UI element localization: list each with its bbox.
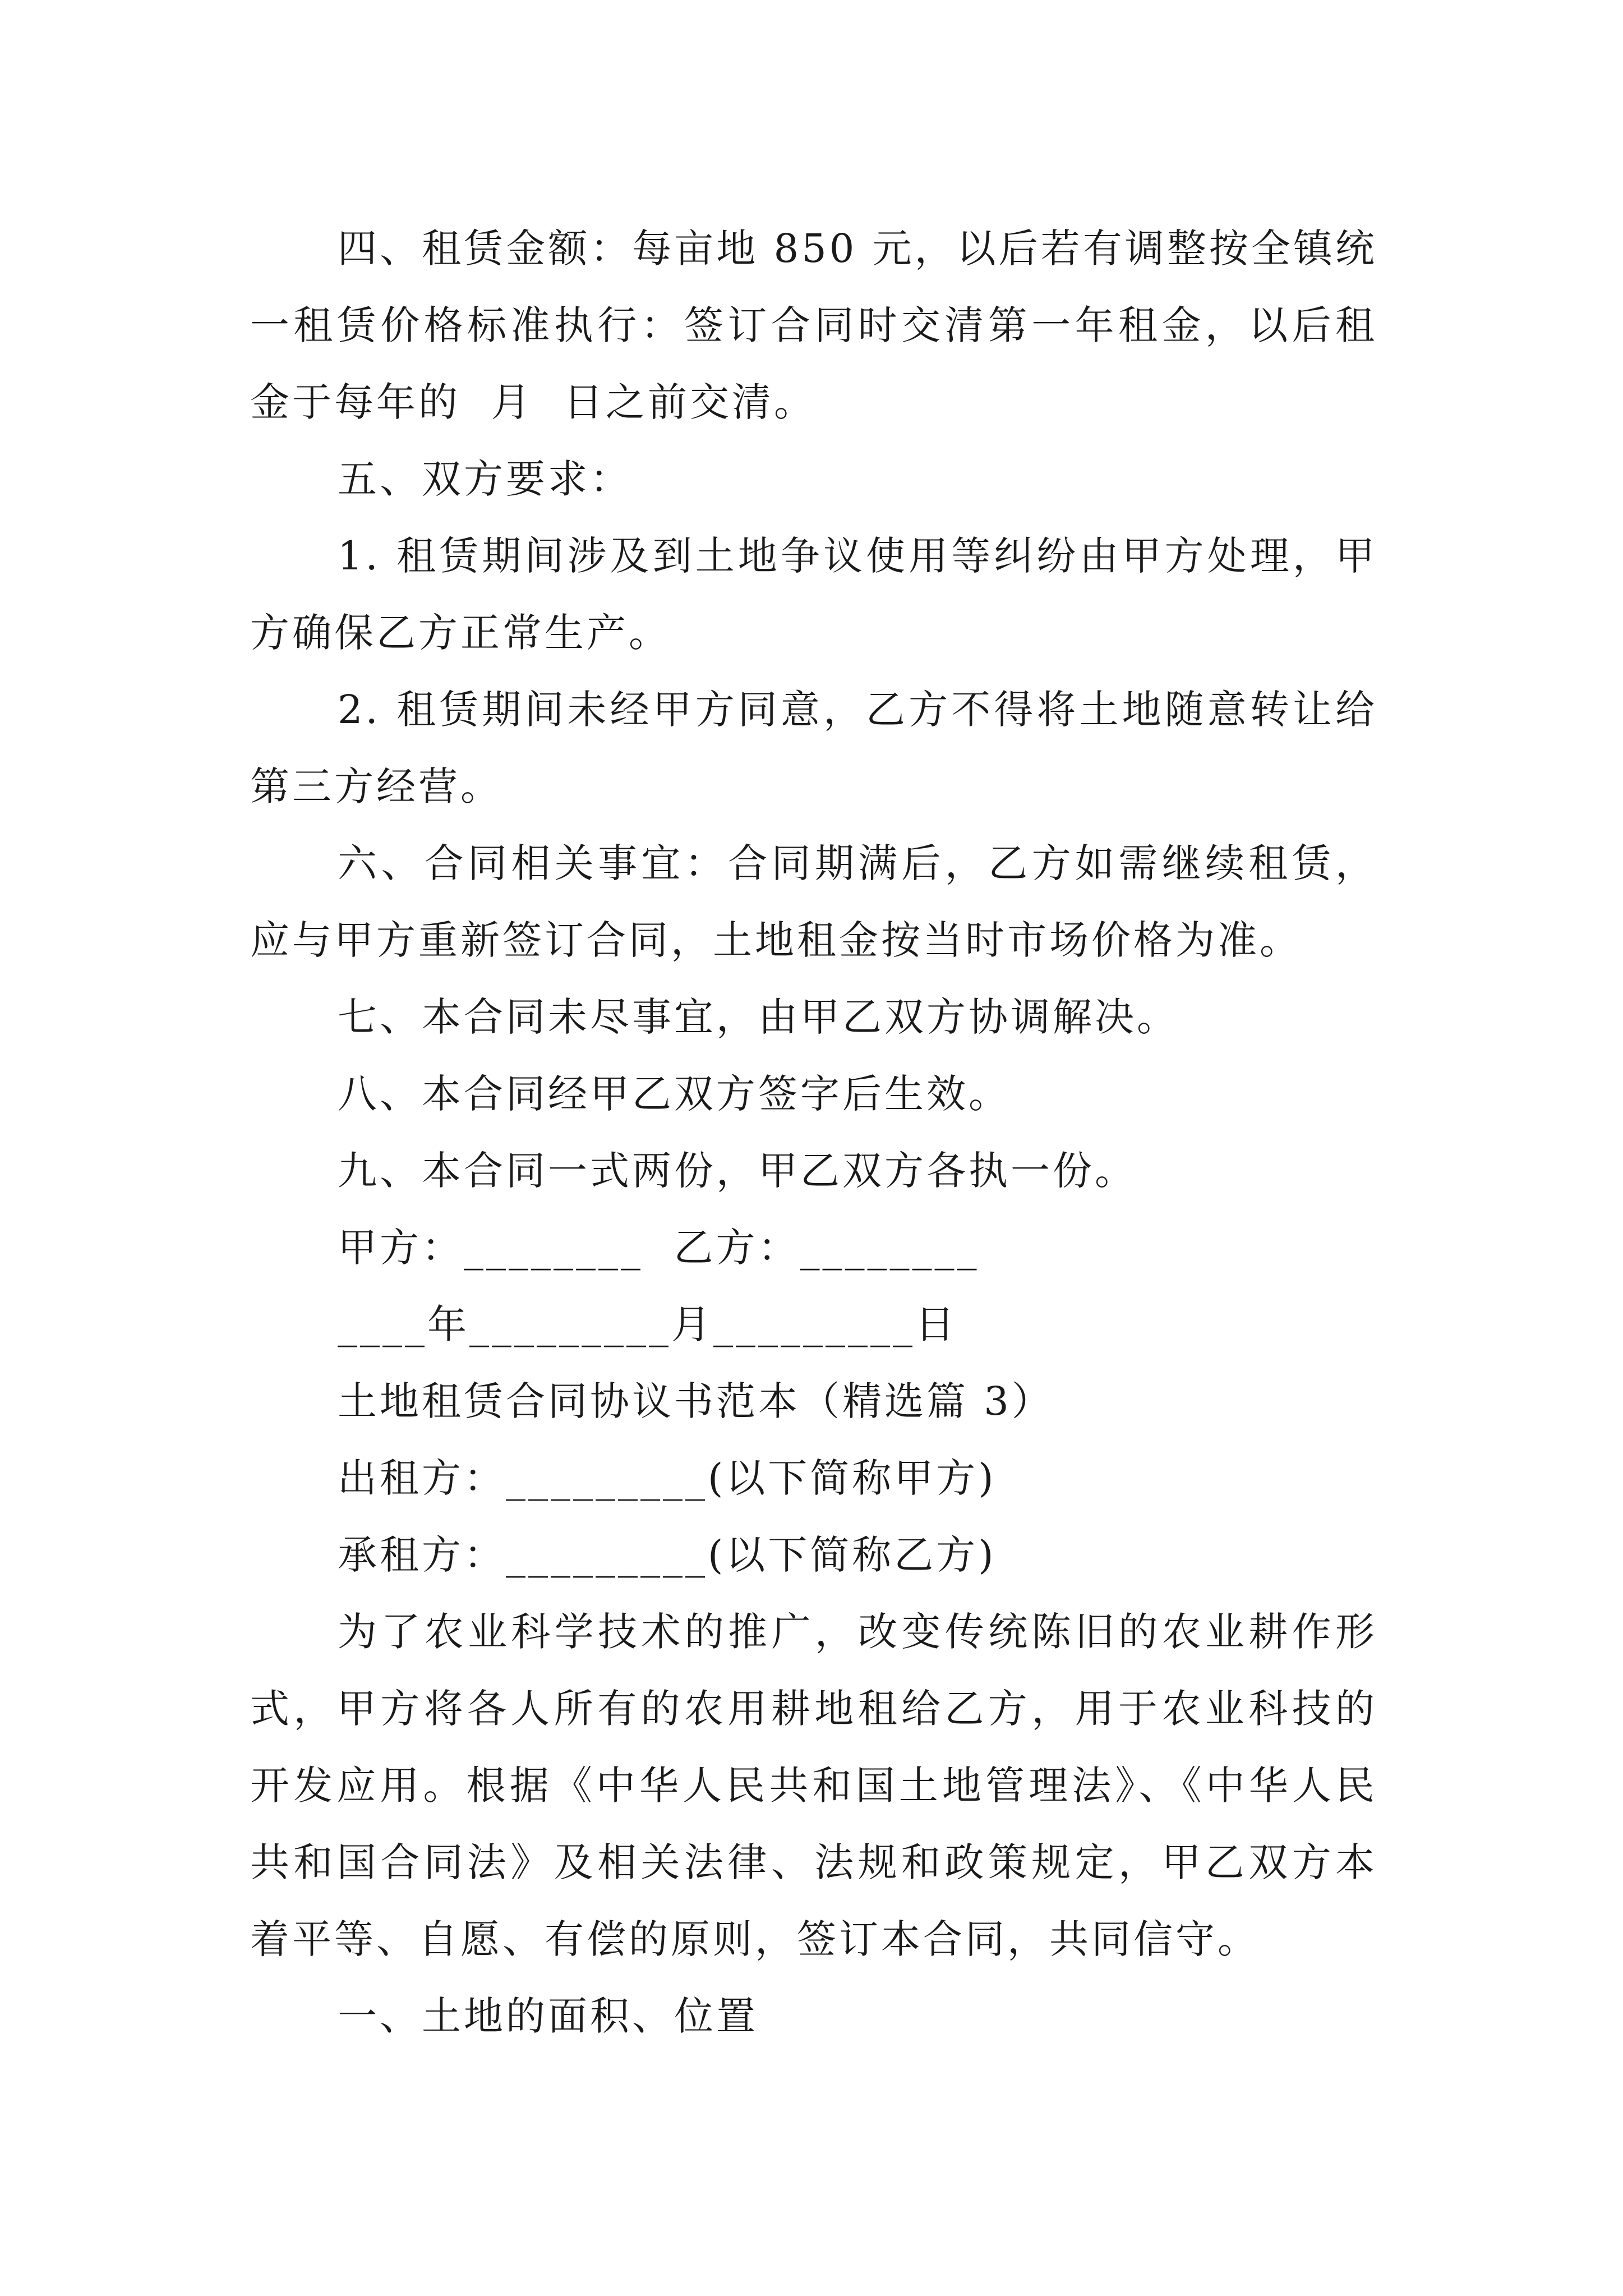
lessee-line: 承租方：_________(以下简称乙方) [338,1532,997,1578]
signature-line: 甲方：________ 乙方：________ [338,1225,980,1271]
clause-8: 八、本合同经甲乙双方签字后生效。 [338,1071,1011,1117]
document-body [250,210,1377,2055]
date-line: ____年_________月_________日 [338,1301,957,1347]
clause-7: 七、本合同未尽事宜，由甲乙双方协调解决。 [338,994,1179,1040]
clause-9: 九、本合同一式两份，甲乙双方各执一份。 [338,1148,1137,1194]
clause-5-heading: 五、双方要求： [338,456,632,502]
clause-5-item-1: 1. 租赁期间涉及到土地争议使用等纠纷由甲方处理，甲方确保乙方正常生产。 [250,533,1377,656]
section-title: 土地租赁合同协议书范本（精选篇 3） [338,1378,1054,1424]
clause-5-item-2: 2. 租赁期间未经甲方同意，乙方不得将土地随意转让给第三方经营。 [250,687,1377,809]
clause-6-contract-matters: 六、合同相关事宜：合同期满后，乙方如需继续租赁，应与甲方重新签订合同，土地租金按当时市场价格为准。 [250,840,1377,963]
lessor-line: 出租方：_________(以下简称甲方) [338,1455,997,1501]
preamble: 为了农业科学技术的推广，改变传统陈旧的农业耕作形式，甲方将各人所有的农用耕地租给乙方，用于农业科技的开发应用。根据《中华人民共和国土地管理法》、《中华人民共和国合同法》及相关法律、法规和政策规定，甲乙双方本着平等、自愿、有偿的原则，签订本合同，共同信守。 [250,1609,1377,1962]
article-1-heading: 一、土地的面积、位置 [338,1993,758,2039]
clause-4-rent-amount: 四、租赁金额：每亩地 850 元，以后若有调整按全镇统一租赁价格标准执行：签订合同时交清第一年租金，以后租金于每年的 月 日之前交清。 [250,226,1377,425]
